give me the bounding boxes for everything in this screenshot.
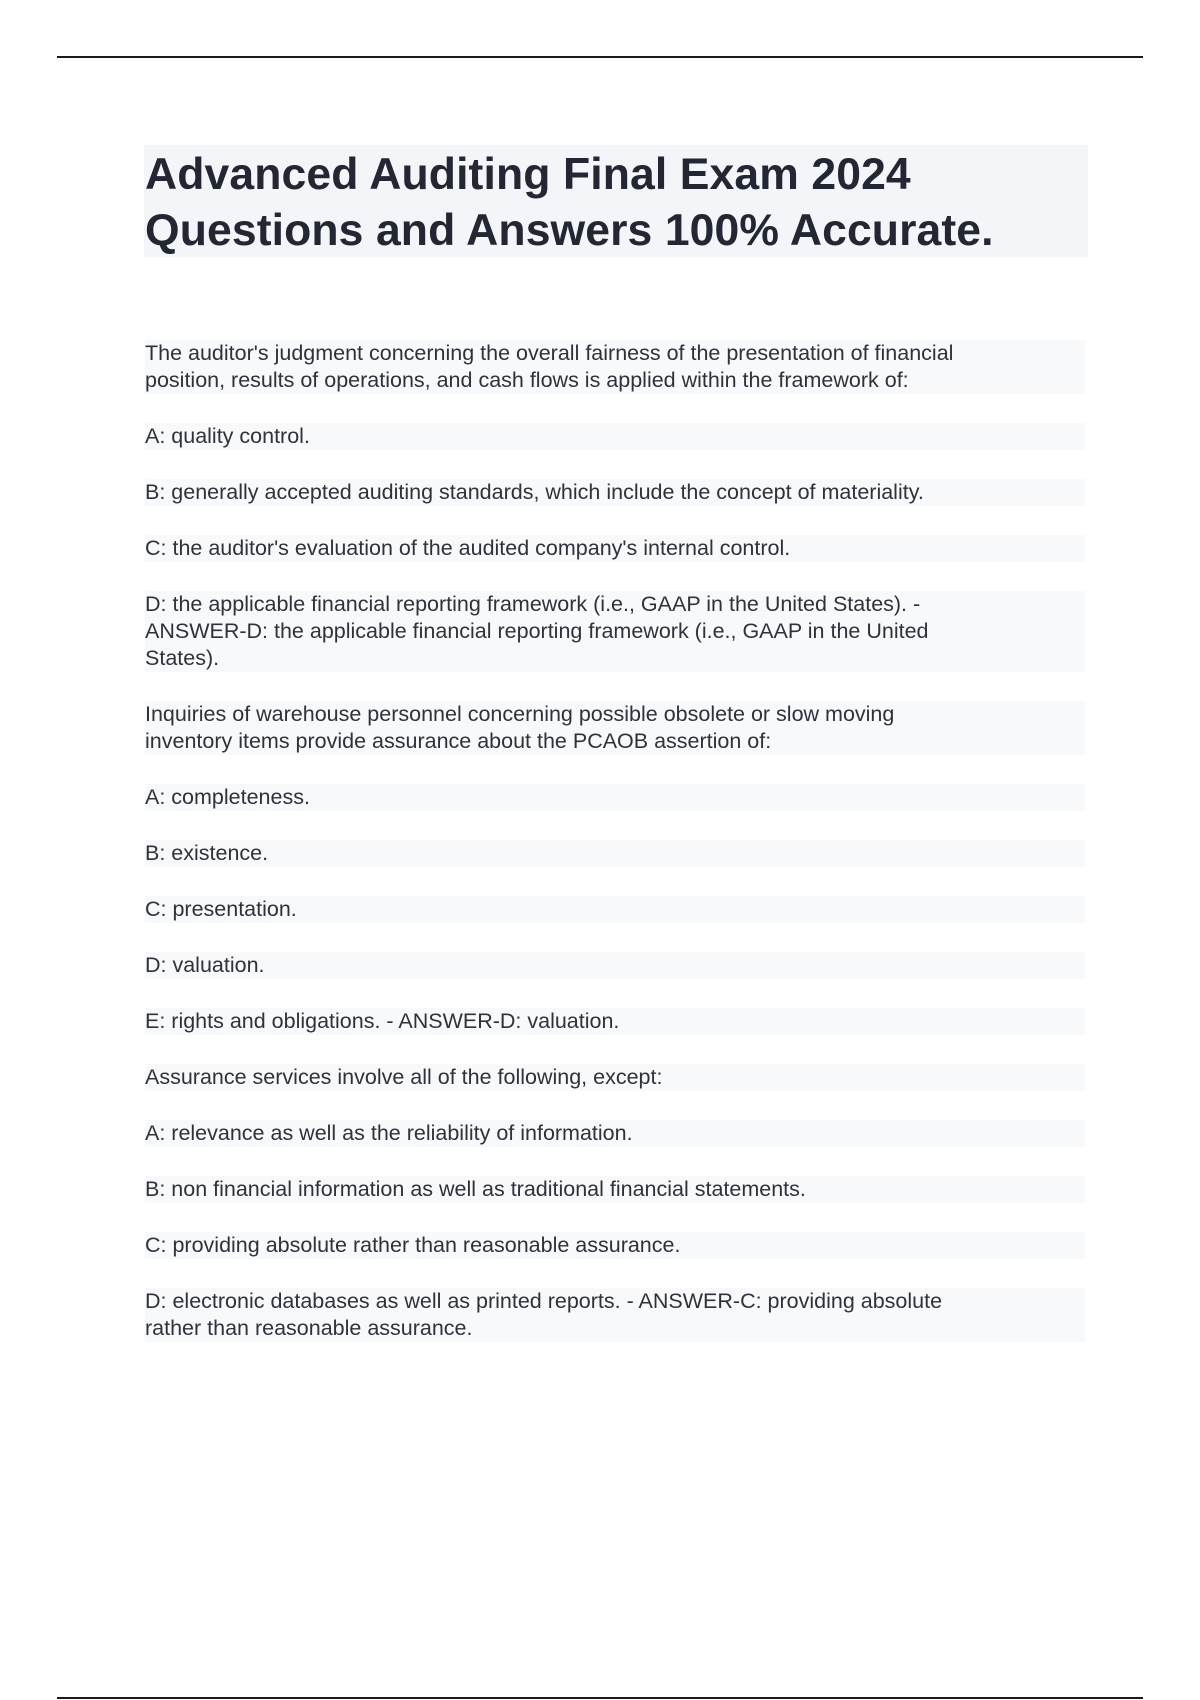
title-line-2: Questions and Answers 100% Accurate. (145, 206, 994, 255)
question-1-option-c: C: the auditor's evaluation of the audited company's internal control. (145, 535, 1085, 562)
bottom-rule (57, 1697, 1143, 1699)
question-1-option-b: B: generally accepted auditing standards, which include the concept of materiality. (145, 479, 1085, 506)
question-3-option-d-answer: D: electronic databases as well as printed reports. - ANSWER-C: providing absolute rather than reasonable assurance. (145, 1288, 1085, 1342)
question-2-option-c: C: presentation. (145, 896, 1085, 923)
title-block (144, 145, 1088, 257)
question-2-option-d: D: valuation. (145, 952, 1085, 979)
document-title (144, 145, 1088, 259)
top-rule (57, 56, 1143, 58)
question-2-option-a: A: completeness. (145, 784, 1085, 811)
question-1-option-d-answer: D: the applicable financial reporting framework (i.e., GAAP in the United States). - ANSWER-D: the applicable financial reporting framework (i.e., GAAP in the United States). (145, 591, 1085, 672)
question-2-stem: Inquiries of warehouse personnel concerning possible obsolete or slow moving inventory items provide assurance about the PCAOB assertion of: (145, 701, 1085, 755)
question-3-option-c: C: providing absolute rather than reasonable assurance. (145, 1232, 1085, 1259)
title-line-1: Advanced Auditing Final Exam 2024 (145, 150, 911, 199)
question-1-stem: The auditor's judgment concerning the overall fairness of the presentation of financial position, results of operations, and cash flows is applied within the framework of: (145, 340, 1085, 394)
question-2-option-b: B: existence. (145, 840, 1085, 867)
question-3-option-a: A: relevance as well as the reliability of information. (145, 1120, 1085, 1147)
question-3-option-b: B: non financial information as well as traditional financial statements. (145, 1176, 1085, 1203)
document-body (145, 340, 1085, 1371)
question-3-stem: Assurance services involve all of the following, except: (145, 1064, 1085, 1091)
question-2-option-e-answer: E: rights and obligations. - ANSWER-D: valuation. (145, 1008, 1085, 1035)
question-1-option-a: A: quality control. (145, 423, 1085, 450)
